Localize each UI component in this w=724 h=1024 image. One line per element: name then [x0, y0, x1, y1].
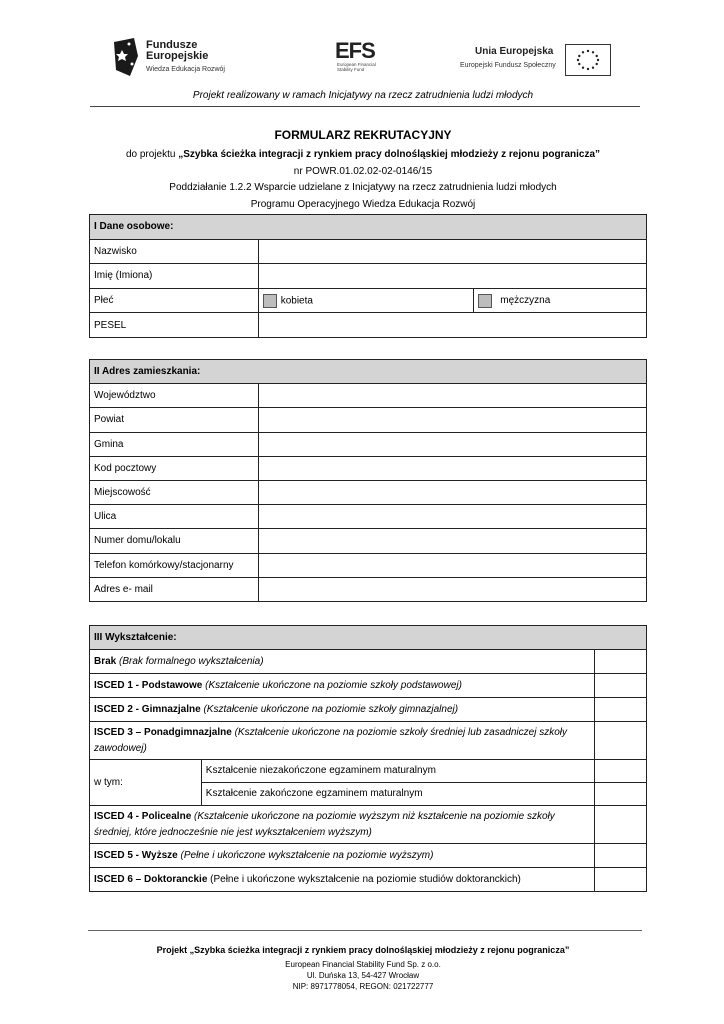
fundusze-europejskie-logo	[112, 36, 242, 80]
option-isced3-matura: Kształcenie zakończone egzaminem maturalnym	[201, 783, 594, 806]
table-row	[90, 722, 647, 760]
table-row	[90, 505, 647, 529]
footer-project: Projekt „Szybka ścieżka integracji z rynkiem pracy dolnośląskiej młodzieży z rejonu pogranicza”	[156, 945, 570, 955]
table-row	[90, 844, 647, 868]
ue-logo-title: Unia Europejska	[475, 46, 554, 57]
kod-pocztowy-input[interactable]	[258, 456, 646, 480]
table-row	[90, 384, 647, 408]
option-isced4: ISCED 4 - Policealne (Kształcenie ukończone na poziomie wyższym niż kształcenie na poziomie szkoły średniej, które jednocześnie nie jest wykształceniem wyższym)	[90, 806, 595, 844]
field-label-gmina: Gmina	[90, 432, 259, 456]
miejscowosc-input[interactable]	[258, 480, 646, 504]
checkbox-isced1[interactable]	[595, 674, 647, 698]
footer-address: Ul. Duńska 13, 54-427 Wrocław	[306, 971, 420, 980]
form-title: FORMULARZ REKRUTACYJNY	[274, 128, 452, 142]
checkbox-brak[interactable]	[595, 650, 647, 674]
table-row	[90, 408, 647, 432]
footer-divider	[88, 930, 642, 931]
telefon-input[interactable]	[258, 553, 646, 577]
field-label-miejscowosc: Miejscowość	[90, 480, 259, 504]
table-row	[90, 760, 647, 783]
option-isced6: ISCED 6 – Doktoranckie (Pełne i ukończone wykształcenie na poziomie studiów doktoranckich)	[90, 868, 595, 892]
table-row	[90, 553, 647, 577]
gmina-input[interactable]	[258, 432, 646, 456]
efs-logo-subtitle: European Financial Stability Fund	[337, 62, 376, 72]
checkbox-isced6[interactable]	[595, 868, 647, 892]
table-row	[90, 674, 647, 698]
table-row	[90, 806, 647, 844]
gender-male-label: mężczyzna	[500, 295, 551, 307]
fe-logo-text: Fundusze Europejskie	[146, 39, 209, 62]
field-label-plec: Płeć	[90, 288, 259, 313]
table-row	[90, 432, 647, 456]
footer-company: European Financial Stability Fund Sp. z o.o.	[285, 960, 441, 969]
section2-heading: II Adres zamieszkania:	[90, 360, 647, 384]
efs-logo-mark: EFS	[335, 38, 375, 63]
address-table	[89, 359, 647, 602]
field-label-wojewodztwo: Województwo	[90, 384, 259, 408]
table-row	[90, 868, 647, 892]
gender-male-option[interactable]	[474, 288, 647, 313]
checkbox-isced2[interactable]	[595, 698, 647, 722]
imie-input[interactable]	[258, 264, 646, 289]
section1-heading: I Dane osobowe:	[90, 215, 647, 240]
field-label-kod: Kod pocztowy	[90, 456, 259, 480]
field-label-nazwisko: Nazwisko	[90, 239, 259, 264]
option-isced2: ISCED 2 - Gimnazjalne (Kształcenie ukończone na poziomie szkoły gimnazjalnej)	[90, 698, 595, 722]
checkbox-isced3[interactable]	[595, 722, 647, 760]
field-label-pesel: PESEL	[90, 313, 259, 338]
nazwisko-input[interactable]	[258, 239, 646, 264]
table-row	[90, 239, 647, 264]
table-row	[90, 650, 647, 674]
table-row	[90, 313, 647, 338]
checkbox-isced3-no-matura[interactable]	[595, 760, 647, 783]
field-label-email: Adres e- mail	[90, 577, 259, 601]
numer-domu-input[interactable]	[258, 529, 646, 553]
project-notice: Projekt realizowany w ramach Inicjatywy na rzecz zatrudnienia ludzi młodych	[192, 90, 534, 101]
checkbox-kobieta[interactable]	[263, 294, 277, 308]
field-label-powiat: Powiat	[90, 408, 259, 432]
table-row	[90, 577, 647, 601]
form-programme: Programu Operacyjnego Wiedza Edukacja Rozwój	[250, 199, 476, 210]
field-label-numer: Numer domu/lokalu	[90, 529, 259, 553]
option-isced1: ISCED 1 - Podstawowe (Kształcenie ukończone na poziomie szkoły podstawowej)	[90, 674, 595, 698]
form-measure: Poddziałanie 1.2.2 Wsparcie udzielane z Inicjatywy na rzecz zatrudnienia ludzi młodych	[169, 182, 557, 193]
checkbox-isced5[interactable]	[595, 844, 647, 868]
table-row	[90, 264, 647, 289]
table-row	[90, 529, 647, 553]
checkbox-isced4[interactable]	[595, 806, 647, 844]
personal-data-table	[89, 214, 647, 338]
option-isced3-no-matura: Kształcenie niezakończone egzaminem maturalnym	[201, 760, 594, 783]
table-row	[90, 480, 647, 504]
field-label-telefon: Telefon komórkowy/stacjonarny	[90, 553, 259, 577]
table-row	[90, 288, 647, 313]
wojewodztwo-input[interactable]	[258, 384, 646, 408]
option-isced3: ISCED 3 – Ponadgimnazjalne (Kształcenie ukończone na poziomie szkoły średniej lub zasadniczej szkoły zawodowej)	[90, 722, 595, 760]
email-input[interactable]	[258, 577, 646, 601]
powiat-input[interactable]	[258, 408, 646, 432]
efs-logo	[335, 38, 395, 78]
fe-logo-subtitle: Wiedza Edukacja Rozwój	[146, 66, 225, 73]
footer-ids: NIP: 8971778054, REGON: 021722777	[292, 982, 434, 991]
education-table	[89, 625, 647, 892]
wtym-label: w tym:	[90, 760, 202, 806]
table-row	[90, 456, 647, 480]
fe-star-icon	[112, 36, 140, 78]
checkbox-mezczyzna[interactable]	[478, 294, 492, 308]
gender-female-label: kobieta	[280, 295, 313, 307]
section3-heading: III Wykształcenie:	[90, 626, 647, 650]
header-divider	[90, 106, 640, 107]
option-isced5: ISCED 5 - Wyższe (Pełne i ukończone wykształcenie na poziomie wyższym)	[90, 844, 595, 868]
gender-female-option[interactable]	[258, 288, 474, 313]
option-brak: Brak (Brak formalnego wykształcenia)	[90, 650, 595, 674]
ulica-input[interactable]	[258, 505, 646, 529]
unia-europejska-logo	[455, 40, 615, 80]
form-subtitle: do projektu „Szybka ścieżka integracji z rynkiem pracy dolnośląskiej młodzieży z rejonu pogranicza”	[125, 149, 601, 160]
field-label-imie: Imię (Imiona)	[90, 264, 259, 289]
table-row	[90, 698, 647, 722]
form-number: nr POWR.01.02.02-02-0146/15	[293, 166, 433, 177]
eu-flag-icon	[565, 44, 611, 76]
pesel-input[interactable]	[258, 313, 646, 338]
checkbox-isced3-matura[interactable]	[595, 783, 647, 806]
ue-logo-subtitle: Europejski Fundusz Społeczny	[460, 62, 556, 69]
field-label-ulica: Ulica	[90, 505, 259, 529]
